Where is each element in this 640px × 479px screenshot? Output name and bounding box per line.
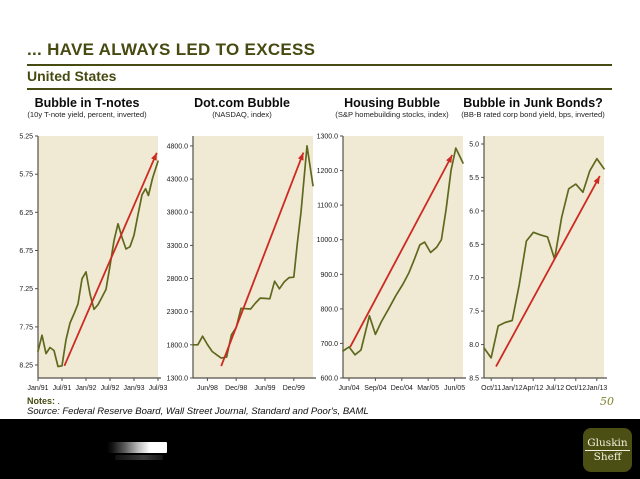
svg-text:Jan/92: Jan/92 (75, 385, 97, 392)
page-number: 50 (600, 395, 614, 408)
chart-panel-dotcom (166, 96, 318, 393)
svg-text:Jun/99: Jun/99 (254, 385, 276, 392)
svg-text:3800.0: 3800.0 (166, 209, 188, 217)
svg-text:1100.0: 1100.0 (317, 202, 338, 210)
svg-text:Dec/98: Dec/98 (225, 385, 248, 392)
chart-canvas-t-notes (11, 121, 168, 393)
svg-text:900.0: 900.0 (320, 271, 338, 279)
svg-text:6.0: 6.0 (469, 208, 479, 216)
svg-text:Jun/04: Jun/04 (338, 385, 360, 392)
gluskin-sheff-logo (583, 428, 632, 472)
chart-title: Bubble in T-notes (34, 96, 140, 110)
chart-subtitle: (S&P homebuilding stocks, index) (335, 110, 449, 119)
chart-panel-junk-bonds (457, 96, 609, 393)
svg-text:Dec/99: Dec/99 (282, 385, 305, 392)
chart-title: Dot.com Bubble (194, 96, 290, 110)
svg-text:4800.0: 4800.0 (166, 143, 188, 151)
chart-title: Housing Bubble (344, 96, 440, 110)
chart-subtitle: (NASDAQ, index) (212, 110, 272, 119)
svg-text:Jul/91: Jul/91 (52, 385, 72, 392)
svg-text:600.0: 600.0 (320, 375, 338, 383)
svg-text:1300.0: 1300.0 (316, 133, 338, 141)
svg-text:7.5: 7.5 (469, 308, 479, 316)
svg-text:1200.0: 1200.0 (316, 168, 338, 176)
chart-title: Bubble in Junk Bonds? (463, 96, 603, 110)
region-heading: United States (27, 68, 612, 90)
svg-text:700.0: 700.0 (320, 340, 338, 348)
svg-text:5.75: 5.75 (19, 171, 33, 179)
svg-text:Oct/11: Oct/11 (481, 385, 502, 392)
notes-line (27, 396, 60, 406)
svg-text:Mar/05: Mar/05 (417, 385, 440, 392)
svg-text:Jun/98: Jun/98 (196, 385, 218, 392)
svg-text:2800.0: 2800.0 (166, 276, 188, 283)
svg-text:Jul/12: Jul/12 (545, 385, 565, 392)
svg-text:3300.0: 3300.0 (166, 242, 188, 250)
svg-text:5.5: 5.5 (469, 174, 479, 182)
svg-text:8.0: 8.0 (469, 342, 479, 350)
footer-bar (0, 419, 640, 479)
svg-text:5.0: 5.0 (469, 141, 479, 149)
logo-text-line2: Sheff (593, 450, 622, 463)
svg-text:1300.0: 1300.0 (166, 375, 188, 383)
svg-text:Jan/91: Jan/91 (27, 385, 49, 392)
svg-text:1800.0: 1800.0 (166, 342, 188, 350)
chart-subtitle: (BB-B rated corp bond yield, bps, inverted) (461, 110, 605, 119)
logo-text-line1: Gluskin (587, 436, 628, 449)
svg-text:800.0: 800.0 (320, 306, 338, 314)
notes-label: Notes: (27, 396, 56, 406)
svg-text:Oct/12: Oct/12 (565, 385, 587, 392)
svg-text:7.75: 7.75 (19, 324, 33, 332)
svg-text:Jul/93: Jul/93 (148, 385, 168, 392)
svg-text:1000.0: 1000.0 (316, 237, 338, 245)
chart-canvas-dotcom (166, 121, 318, 393)
svg-text:Jul/92: Jul/92 (100, 385, 120, 392)
svg-text:8.25: 8.25 (19, 362, 33, 370)
svg-text:Jun/05: Jun/05 (444, 385, 466, 392)
video-glare-reflection (115, 455, 163, 460)
svg-text:Jan/13: Jan/13 (586, 385, 608, 392)
svg-text:Dec/04: Dec/04 (390, 385, 413, 392)
svg-text:Jan/12: Jan/12 (501, 385, 523, 392)
svg-text:Sep/04: Sep/04 (364, 385, 387, 392)
svg-text:7.0: 7.0 (469, 275, 479, 283)
chart-subtitle: (10y T-note yield, percent, inverted) (27, 110, 147, 119)
svg-text:8.5: 8.5 (469, 375, 479, 383)
chart-canvas-junk-bonds (457, 121, 609, 393)
svg-text:5.25: 5.25 (19, 133, 33, 141)
notes-text: . (57, 396, 61, 406)
chart-canvas-housing (316, 121, 468, 393)
svg-text:6.25: 6.25 (19, 209, 33, 217)
svg-text:4300.0: 4300.0 (166, 176, 188, 184)
slide-title: ... HAVE ALWAYS LED TO EXCESS (27, 40, 612, 66)
svg-text:Jan/93: Jan/93 (123, 385, 145, 392)
source-line: Source: Federal Reserve Board, Wall Street Journal, Standard and Poor's, BAML (27, 406, 369, 417)
svg-text:7.25: 7.25 (19, 286, 33, 294)
svg-text:6.5: 6.5 (469, 241, 479, 249)
chart-panel-t-notes (11, 96, 168, 393)
svg-text:Apr/12: Apr/12 (522, 385, 544, 392)
chart-panel-housing (316, 96, 468, 393)
video-glare-highlight (107, 442, 167, 453)
svg-text:6.75: 6.75 (19, 248, 33, 255)
svg-text:2300.0: 2300.0 (166, 309, 188, 317)
